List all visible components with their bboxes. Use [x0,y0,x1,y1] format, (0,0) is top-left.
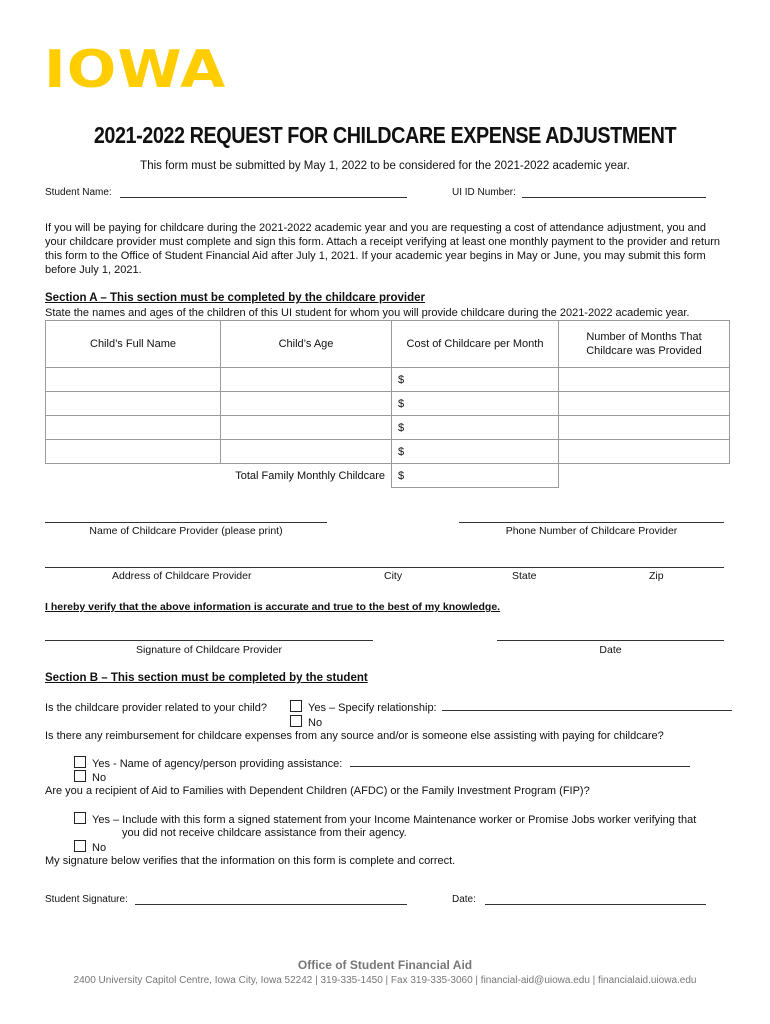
cost-cell[interactable] [392,392,559,416]
child-age-cell[interactable] [221,392,392,416]
student-name-label: Student Name: [45,187,112,198]
phone-label: Phone Number of Childcare Provider [505,525,678,537]
q3-no-label: No [92,842,107,854]
student-name-field[interactable] [120,197,407,198]
q2-yes-option [74,756,342,771]
table-row [46,416,730,440]
section-a-heading: Section A – This section must be completed by the childcare provider [45,292,426,304]
q1-yes-checkbox[interactable] [290,700,302,712]
q3-text: Are you a recipient of Aid to Families with Dependent Children (AFDC) or the Family Investment Program (FIP)? [45,785,590,797]
months-cell[interactable] [559,416,730,440]
city-label: City [384,570,403,582]
ui-id-label: UI ID Number: [452,187,516,198]
q2-no-option [74,770,106,785]
state-label: State [512,570,537,582]
dollar-sign: $ [398,421,405,434]
q3-yes-checkbox[interactable] [74,812,86,824]
q2-text: Is there any reimbursement for childcare expenses from any source and/or is someone else assisting with paying for childcare? [45,730,664,742]
children-table [45,320,730,488]
relationship-field[interactable] [442,710,732,711]
student-date-label: Date: [452,894,476,905]
months-cell[interactable] [559,440,730,464]
iowa-logo: IOWA [44,40,227,100]
certify-statement: My signature below verifies that the information on this form is complete and correct. [45,855,456,867]
total-cost-cell[interactable] [392,464,559,488]
total-label: Total Family Monthly Childcare [46,464,392,488]
phone-line[interactable] [459,522,724,523]
q2-yes-label: Yes - Name of agency/person providing assistance: [92,758,343,770]
form-title: 2021-2022 REQUEST FOR CHILDCARE EXPENSE ADJUSTMENT [93,122,677,148]
child-name-cell[interactable] [46,392,221,416]
months-cell[interactable] [559,392,730,416]
address-label: Address of Childcare Provider [112,570,252,582]
table-row [46,368,730,392]
cost-cell[interactable] [392,440,559,464]
provider-signature-label: Signature of Childcare Provider [136,644,282,656]
table-header-row [46,321,730,368]
child-name-cell[interactable] [46,440,221,464]
section-b-heading: Section B – This section must be completed by the student [45,672,368,684]
student-signature-label: Student Signature: [45,894,128,905]
provider-date-label: Date [599,644,622,656]
section-a-instruction: State the names and ages of the children of this UI student for whom you will provide childcare during the 2021-2022 academic year. [45,307,690,319]
intro-paragraph: If you will be paying for childcare during the 2021-2022 academic year and you are requesting a cost of attendance adjustment, you and your childcare provider must complete and sign this form. Attach a receipt verifying at least one monthly payment to the provider and return this form to the Office of Student Financial Aid after July 1, 2021. If your academic year begins in May or June, you may submit this form before July 1, 2021. [45,222,721,276]
q2-yes-checkbox[interactable] [74,756,86,768]
q3-no-option [74,840,106,855]
cost-cell[interactable] [392,368,559,392]
q1-no-option [290,715,322,730]
q1-yes-option [290,700,437,715]
student-signature-field[interactable] [135,904,407,905]
ui-id-field[interactable] [522,197,706,198]
zip-label: Zip [649,570,664,582]
q1-no-checkbox[interactable] [290,715,302,727]
q1-no-label: No [308,717,323,729]
column-header: Child’s Age [221,321,392,368]
column-header: Child’s Full Name [46,321,221,368]
q3-no-checkbox[interactable] [74,840,86,852]
footer-office: Office of Student Financial Aid [297,958,473,972]
q3-yes-label: Yes – Include with this form a signed statement from your Income Maintenance worker or Promise Jobs worker verifying that [92,814,697,826]
q3-yes-option [74,812,696,827]
footer-contact: 2400 University Capitol Centre, Iowa City, Iowa 52242 | 319-335-1450 | Fax 319-335-3060 | financial-aid@uiowa.edu | financialaid.uiowa.edu [73,975,697,986]
provider-name-line[interactable] [45,522,327,523]
provider-signature-line[interactable] [45,640,373,641]
child-name-cell[interactable] [46,416,221,440]
months-cell[interactable] [559,368,730,392]
empty-cell [559,464,730,488]
child-age-cell[interactable] [221,440,392,464]
child-age-cell[interactable] [221,416,392,440]
verify-statement: I hereby verify that the above information is accurate and true to the best of my knowledge. [45,601,501,613]
table-row [46,392,730,416]
student-date-field[interactable] [485,904,706,905]
dollar-sign: $ [398,373,405,386]
dollar-sign: $ [398,397,405,410]
q1-yes-label: Yes – Specify relationship: [308,702,437,714]
dollar-sign: $ [398,469,405,482]
child-name-cell[interactable] [46,368,221,392]
agency-field[interactable] [350,766,690,767]
address-line[interactable] [45,567,724,568]
q2-no-label: No [92,772,107,784]
table-row [46,440,730,464]
provider-name-label: Name of Childcare Provider (please print) [89,525,283,537]
total-row [46,464,730,488]
cost-cell[interactable] [392,416,559,440]
child-age-cell[interactable] [221,368,392,392]
column-header: Number of Months That Childcare was Provided [559,321,730,368]
provider-date-line[interactable] [497,640,724,641]
form-subtitle: This form must be submitted by May 1, 2022 to be considered for the 2021-2022 academic year. [140,160,630,172]
q1-text: Is the childcare provider related to your child? [45,702,267,714]
dollar-sign: $ [398,445,405,458]
q3-yes-label-continued: you did not receive childcare assistance from their agency. [122,827,407,839]
q2-no-checkbox[interactable] [74,770,86,782]
column-header: Cost of Childcare per Month [392,321,559,368]
